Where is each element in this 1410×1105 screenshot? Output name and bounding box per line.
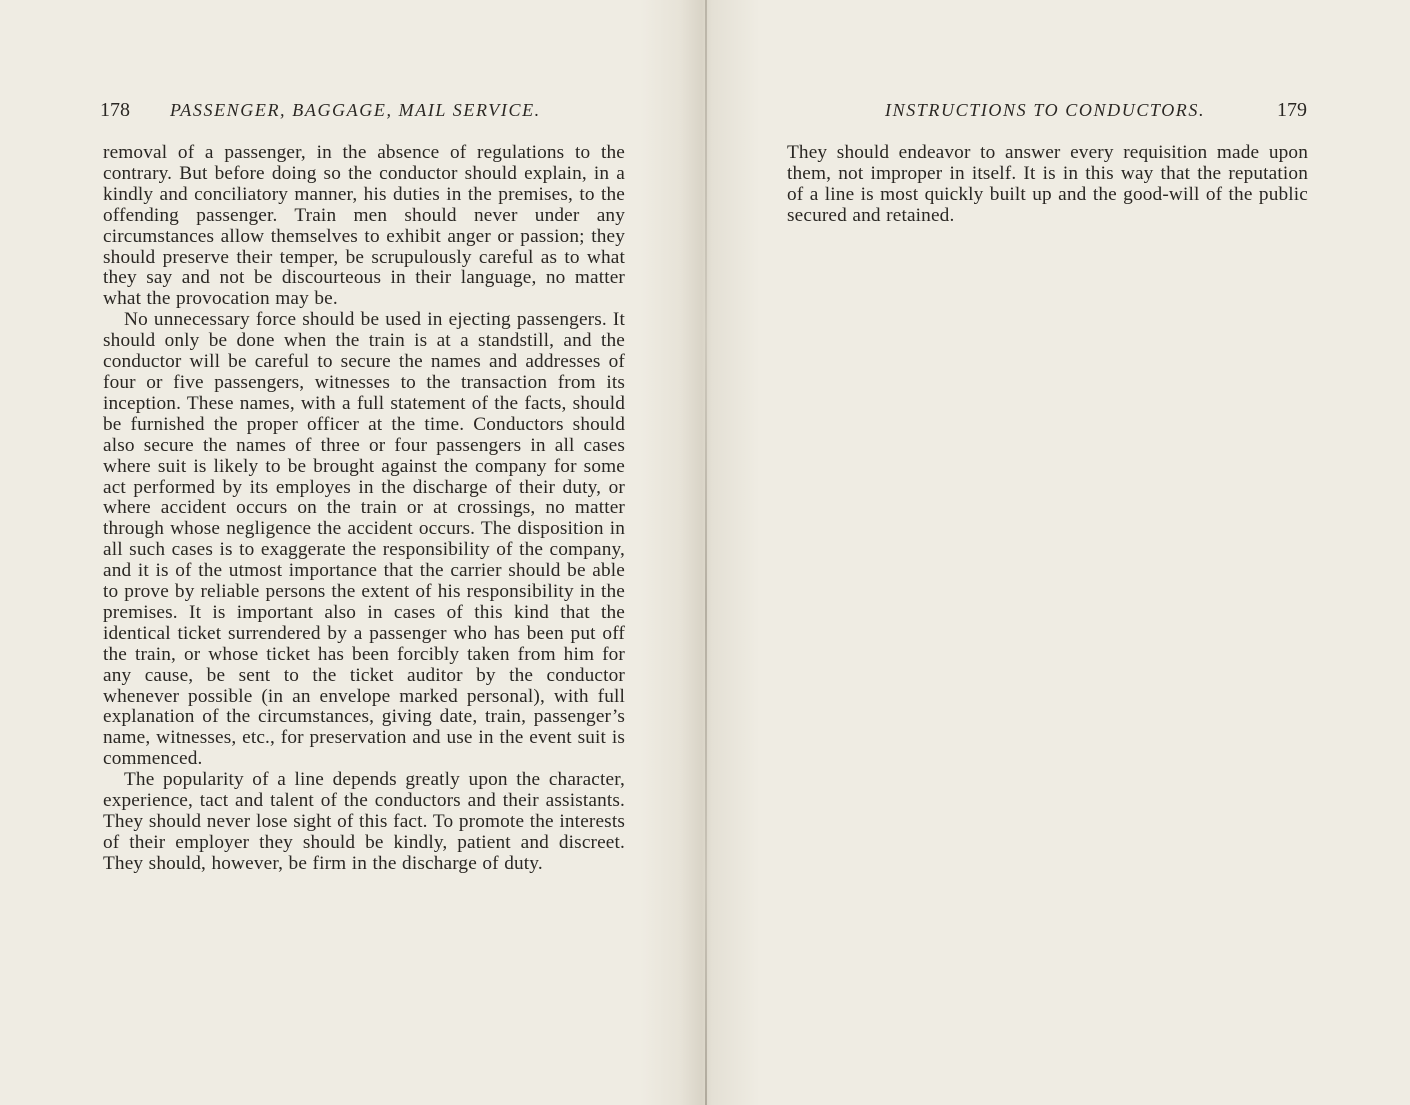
right-paragraph-1: They should endeavor to answer every requisition made upon them, not improper in itself. It is in this way that the reputation of a line is most quickly built up and the good-will of the public secured and retained. [787, 142, 1308, 226]
left-paragraph-1: removal of a passenger, in the absence of regulations to the contrary. But before doing so the conductor should explain, in a kindly and conciliatory manner, his duties in the premises, to the offending passenger. Train men should never under any circumstances allow themselves to exhibit anger or passion; they should preserve their temper, be scrupulously careful as to what they say and not be discourteous in their language, no matter what the provocation may be. [103, 142, 625, 310]
right-page-body [787, 143, 1308, 227]
right-page [707, 0, 1410, 1105]
left-page-body [103, 143, 625, 875]
left-paragraph-3: The popularity of a line depends greatly upon the character, experience, tact and talent of the conductors and their assistants. They should never lose sight of this fact. To promote the interests of their employer they should be kindly, patient and discreet. They should, however, be firm in the discharge of duty. [103, 769, 625, 874]
right-page-number: 179 [1277, 99, 1307, 121]
left-running-head: PASSENGER, BAGGAGE, MAIL SERVICE. [170, 100, 541, 120]
left-page-number: 178 [100, 99, 130, 121]
left-paragraph-2: No unnecessary force should be used in ejecting passengers. It should only be done when the train is at a standstill, and the conductor will be careful to secure the names and addresses of four or five passengers, witnesses to the transaction from its inception. These names, with a full statement of the facts, should be furnished the proper officer at the time. Conductors should also secure the names of three or four passengers in all cases where suit is likely to be brought against the company for some act performed by its employes in the discharge of their duty, or where accident occurs on the train or at crossings, no matter through whose negligence the accident occurs. The disposition in all such cases is to exaggerate the responsibility of the company, and it is of the utmost importance that the carrier should be able to prove by reliable persons the extent of his responsibility in the premises. It is important also in cases of this kind that the identical ticket surrendered by a passenger who has been put off the train, or whose ticket has been forcibly taken from him for any cause, be sent to the ticket auditor by the conductor whenever possible (in an envelope marked personal), with full explanation of the circumstances, giving date, train, passenger’s name, witnesses, etc., for preservation and use in the event suit is commenced. [103, 309, 625, 770]
right-running-head: INSTRUCTIONS TO CONDUCTORS. [885, 100, 1206, 120]
